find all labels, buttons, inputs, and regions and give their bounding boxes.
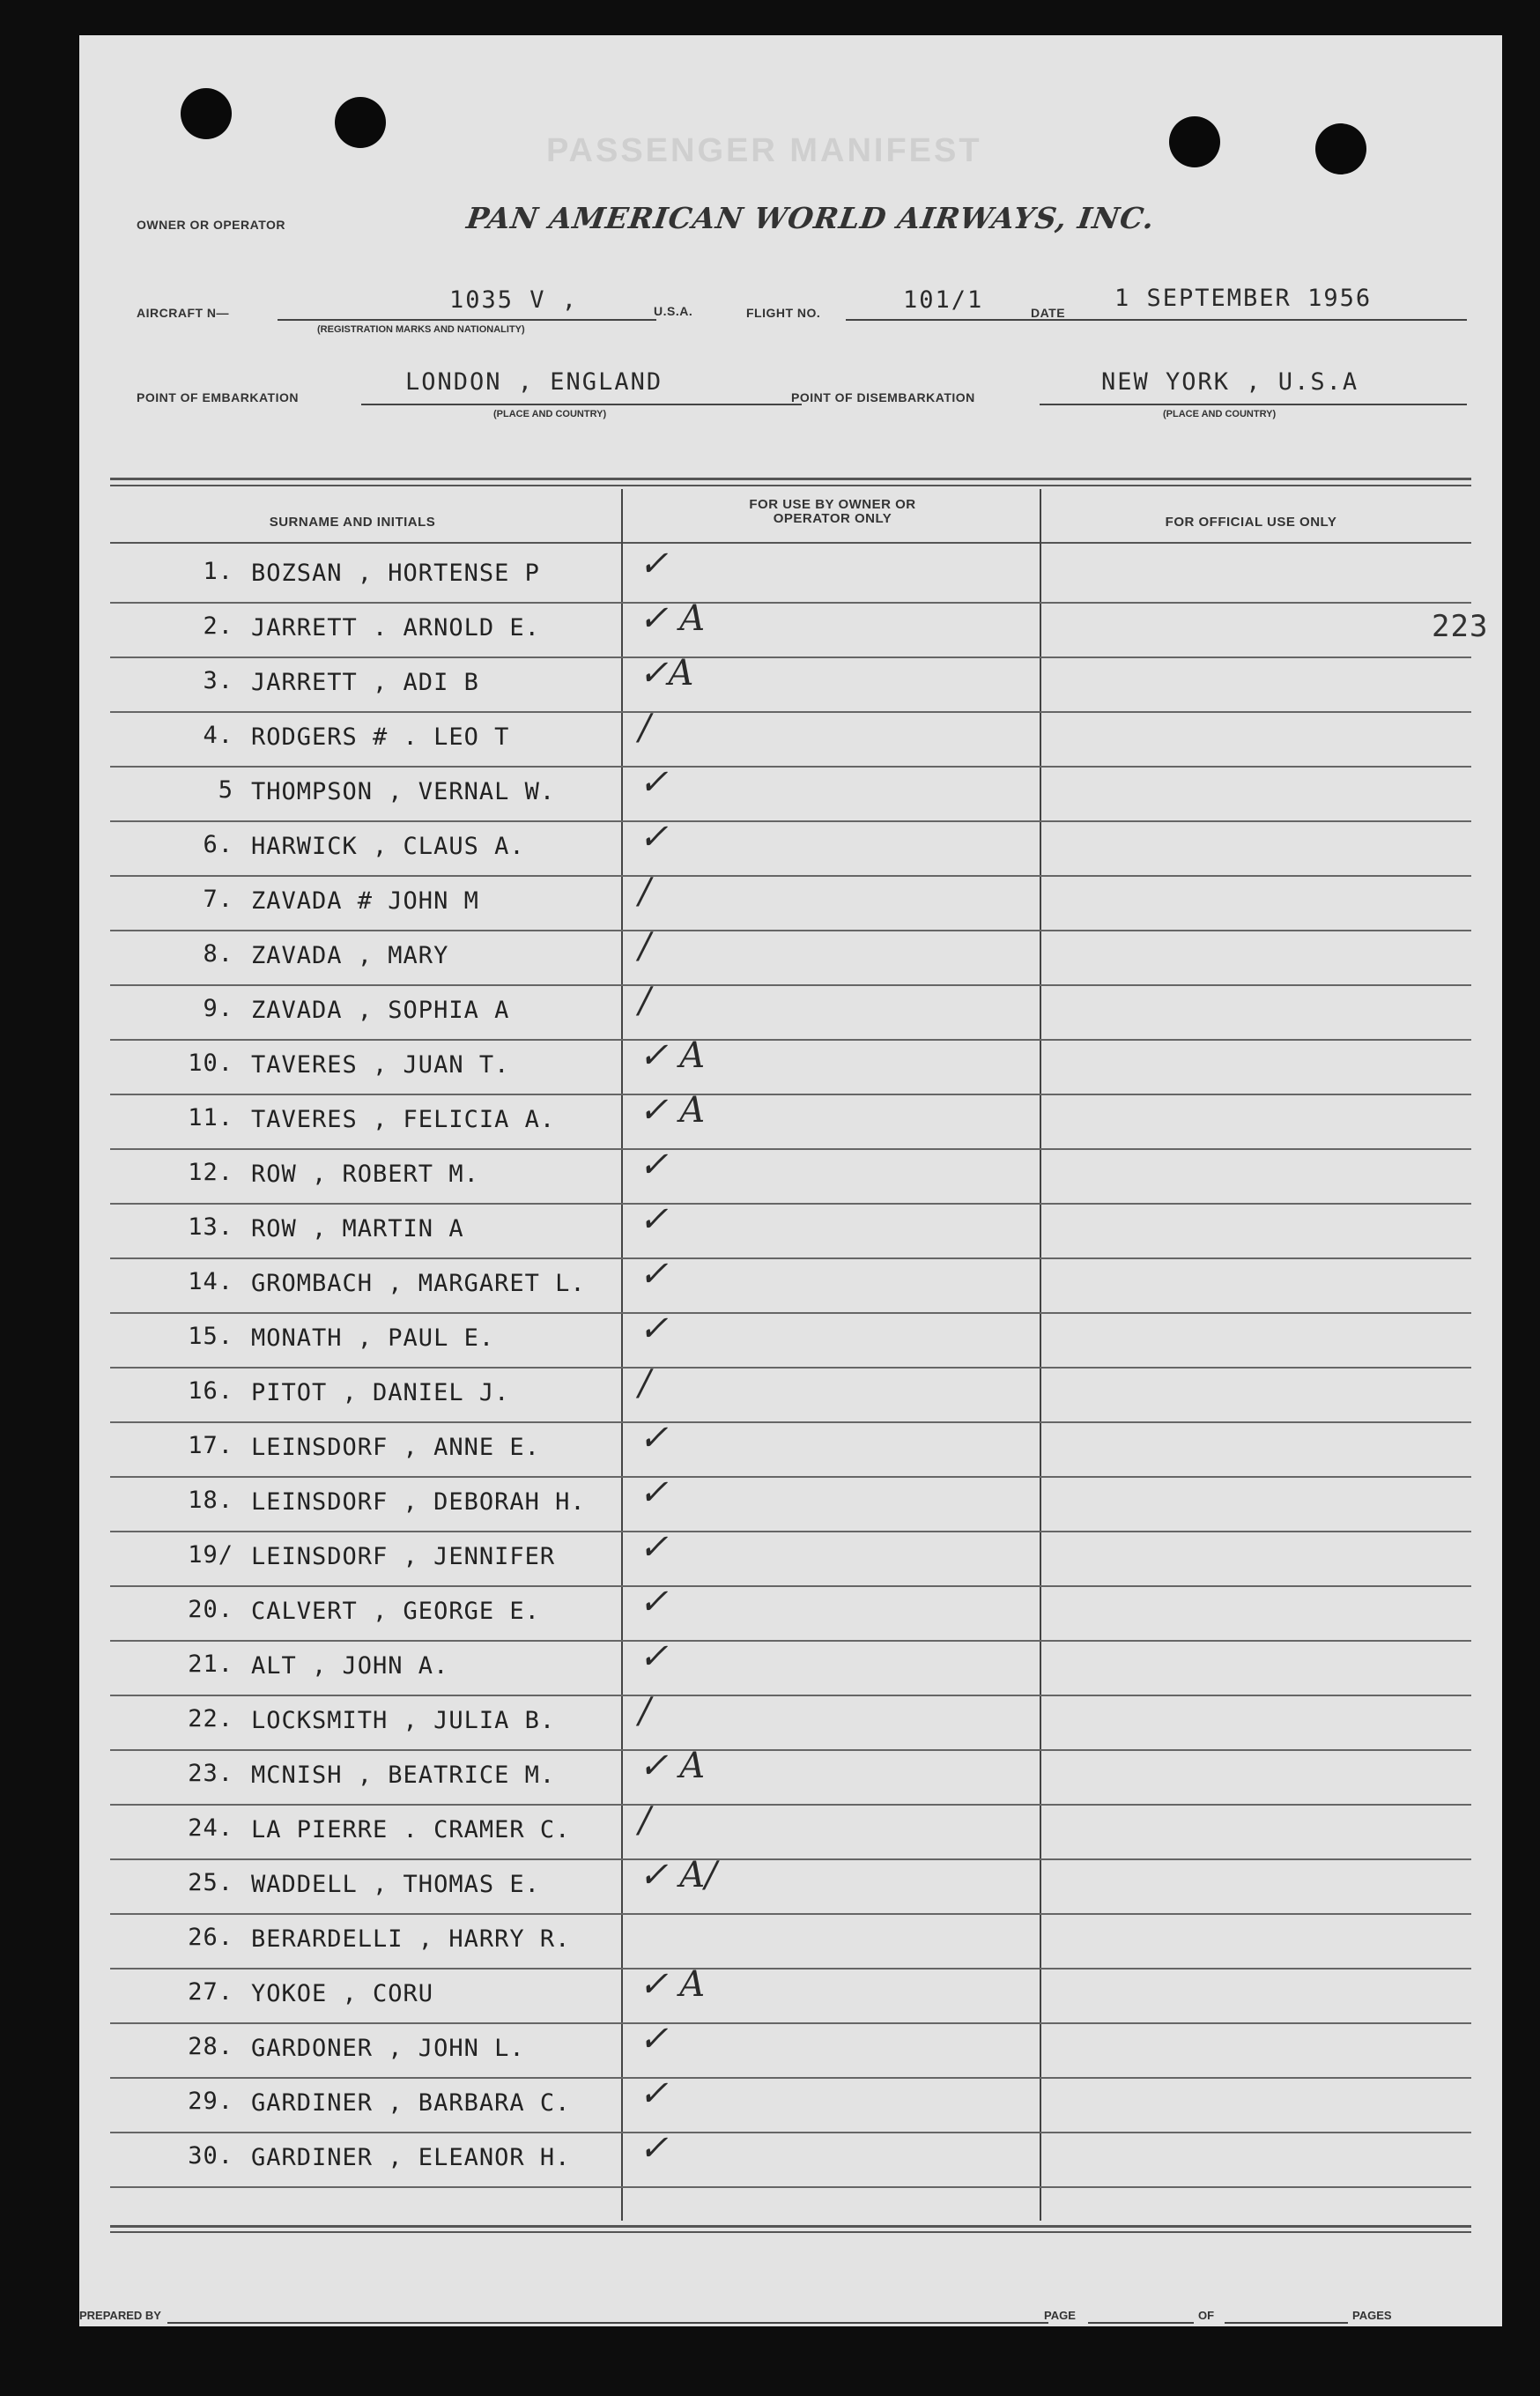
flight-label: FLIGHT NO. — [746, 306, 821, 320]
of-label: OF — [1198, 2309, 1215, 2322]
passenger-name: HARWICK , CLAUS A. — [251, 833, 525, 860]
handwritten-checkmark: ✓ — [639, 2073, 669, 2114]
handwritten-checkmark: ✓ — [639, 1418, 669, 1458]
passenger-row — [110, 1254, 1471, 1314]
passenger-name: GARDINER , BARBARA C. — [251, 2089, 571, 2117]
passenger-row — [110, 926, 1471, 986]
row-divider — [110, 2186, 1471, 2188]
handwritten-checkmark: ✓ — [639, 1527, 669, 1568]
handwritten-checkmark: ✓ A — [639, 598, 706, 639]
passenger-name: LEINSDORF , DEBORAH H. — [251, 1488, 586, 1516]
handwritten-checkmark: ✓ A — [639, 1964, 706, 2005]
row-number: 24. — [188, 1814, 233, 1842]
passenger-name: ROW , MARTIN A — [251, 1215, 464, 1243]
punch-hole — [1315, 123, 1366, 174]
passenger-name: ZAVADA , SOPHIA A — [251, 997, 510, 1024]
passenger-row — [110, 1472, 1471, 1532]
passenger-name: PITOT , DANIEL J. — [251, 1379, 510, 1406]
row-number: 16. — [188, 1377, 233, 1405]
row-number: 27. — [188, 1978, 233, 2006]
embarkation-value: LONDON , ENGLAND — [405, 368, 663, 396]
passenger-name: BERARDELLI , HARRY R. — [251, 1925, 571, 1953]
pages-label: PAGES — [1352, 2309, 1392, 2322]
official-note: 223 — [1432, 609, 1489, 644]
handwritten-checkmark: ✓ A — [639, 1090, 706, 1131]
embarkation-sublabel: (PLACE AND COUNTRY) — [493, 409, 607, 419]
handwritten-checkmark: / — [639, 1800, 651, 1841]
passenger-name: WADDELL , THOMAS E. — [251, 1871, 540, 1898]
handwritten-checkmark: ✓ A — [639, 1035, 706, 1076]
row-number: 25. — [188, 1869, 233, 1896]
passenger-name: CALVERT , GEORGE E. — [251, 1598, 540, 1625]
passenger-row — [110, 1915, 1471, 1969]
carrier-name: PAN AMERICAN WORLD AIRWAYS, INC. — [464, 201, 1158, 235]
row-number: 21. — [188, 1650, 233, 1678]
handwritten-checkmark: ✓ — [639, 2019, 669, 2059]
passenger-name: RODGERS # . LEO T — [251, 723, 510, 751]
handwritten-checkmark: / — [639, 1691, 651, 1732]
row-number: 15. — [188, 1323, 233, 1350]
punch-hole — [181, 88, 232, 139]
passenger-row — [110, 762, 1471, 822]
row-number: 14. — [188, 1268, 233, 1295]
passenger-row — [110, 1582, 1471, 1642]
aircraft-sublabel: (REGISTRATION MARKS AND NATIONALITY) — [317, 324, 525, 335]
column-header-official-use: FOR OFFICIAL USE ONLY — [1165, 515, 1337, 530]
row-number: 28. — [188, 2033, 233, 2060]
passenger-row — [110, 872, 1471, 931]
passenger-name: GARDONER , JOHN L. — [251, 2035, 525, 2062]
passenger-row — [110, 1199, 1471, 1259]
passenger-row — [110, 1691, 1471, 1751]
passenger-row — [110, 1800, 1471, 1860]
row-number: 7. — [203, 886, 233, 913]
passenger-name: GROMBACH , MARGARET L. — [251, 1270, 586, 1297]
passenger-name: THOMPSON , VERNAL W. — [251, 778, 556, 805]
passenger-row — [110, 1964, 1471, 2024]
disembarkation-label: POINT OF DISEMBARKATION — [791, 390, 975, 404]
passenger-row — [110, 1746, 1471, 1806]
passenger-name: LA PIERRE . CRAMER C. — [251, 1816, 571, 1843]
prepared-by-label: PREPARED BY — [79, 2309, 161, 2322]
passenger-name: ZAVADA # JOHN M — [251, 887, 479, 915]
passenger-row — [110, 2019, 1471, 2079]
handwritten-checkmark: / — [639, 926, 651, 967]
passenger-row — [110, 981, 1471, 1041]
handwritten-checkmark: ✓ A/ — [639, 1855, 717, 1895]
handwritten-checkmark: ✓ — [639, 1145, 669, 1185]
passenger-name: ROW , ROBERT M. — [251, 1161, 479, 1188]
passenger-name: JARRETT , ADI B — [251, 669, 479, 696]
passenger-name: GARDINER , ELEANOR H. — [251, 2144, 571, 2171]
row-number: 1. — [203, 558, 233, 585]
passenger-row — [110, 1855, 1471, 1915]
handwritten-checkmark: ✓A — [639, 653, 694, 694]
handwritten-checkmark: / — [639, 981, 651, 1021]
row-number: 23. — [188, 1760, 233, 1787]
row-number: 30. — [188, 2142, 233, 2170]
row-number: 3. — [203, 667, 233, 694]
passenger-name: MCNISH , BEATRICE M. — [251, 1762, 556, 1789]
punch-hole — [335, 97, 386, 148]
manifest-sheet — [79, 35, 1502, 2326]
form-title-faint: PASSENGER MANIFEST — [546, 132, 982, 169]
passenger-name: JARRETT . ARNOLD E. — [251, 614, 540, 642]
disembarkation-sublabel: (PLACE AND COUNTRY) — [1163, 409, 1277, 419]
passenger-name: ZAVADA , MARY — [251, 942, 449, 969]
passenger-name: MONATH , PAUL E. — [251, 1324, 495, 1352]
passenger-name: BOZSAN , HORTENSE P — [251, 560, 540, 587]
row-number: 13. — [188, 1213, 233, 1241]
handwritten-checkmark: ✓ A — [639, 1746, 706, 1786]
row-number: 11. — [188, 1104, 233, 1131]
column-header-owner-use: FOR USE BY OWNER OR OPERATOR ONLY — [749, 497, 916, 526]
passenger-row — [110, 2073, 1471, 2133]
passenger-name: YOKOE , CORU — [251, 1980, 434, 2007]
passenger-row — [110, 2128, 1471, 2188]
passenger-name: LEINSDORF , ANNE E. — [251, 1434, 540, 1461]
passenger-row — [110, 1418, 1471, 1478]
disembarkation-value: NEW YORK , U.S.A — [1101, 368, 1359, 396]
row-number: 8. — [203, 940, 233, 968]
row-number: 22. — [188, 1705, 233, 1732]
row-number: 17. — [188, 1432, 233, 1459]
handwritten-checkmark: ✓ — [639, 544, 669, 584]
passenger-row — [110, 1145, 1471, 1205]
passenger-row — [110, 1035, 1471, 1095]
passenger-row — [110, 1309, 1471, 1369]
handwritten-checkmark: / — [639, 872, 651, 912]
handwritten-checkmark: ✓ — [639, 1254, 669, 1294]
handwritten-checkmark: ✓ — [639, 762, 669, 803]
row-number: 2. — [203, 612, 233, 640]
passenger-row — [110, 708, 1471, 768]
handwritten-checkmark: / — [639, 708, 651, 748]
row-number: 12. — [188, 1159, 233, 1186]
handwritten-checkmark: ✓ — [639, 817, 669, 857]
passenger-name: TAVERES , FELICIA A. — [251, 1106, 556, 1133]
row-number: 4. — [203, 722, 233, 749]
column-header-surname: SURNAME AND INITIALS — [269, 515, 436, 530]
passenger-row — [110, 1527, 1471, 1587]
row-number: 5 — [218, 776, 233, 804]
passenger-row — [110, 1090, 1471, 1150]
passenger-row — [110, 598, 1489, 658]
date-label: DATE — [1031, 306, 1066, 320]
date-value: 1 SEPTEMBER 1956 — [1114, 285, 1373, 312]
passenger-row — [110, 1363, 1471, 1423]
aircraft-value: 1035 V , — [449, 286, 579, 314]
flight-value: 101/1 — [903, 286, 984, 314]
owner-label: OWNER OR OPERATOR — [137, 218, 285, 232]
row-number: 26. — [188, 1924, 233, 1951]
passenger-name: LOCKSMITH , JULIA B. — [251, 1707, 556, 1734]
row-number: 20. — [188, 1596, 233, 1623]
page-label: PAGE — [1044, 2309, 1076, 2322]
passenger-row — [110, 1636, 1471, 1696]
row-number: 29. — [188, 2088, 233, 2115]
handwritten-checkmark: ✓ — [639, 1309, 669, 1349]
embarkation-label: POINT OF EMBARKATION — [137, 390, 299, 404]
row-number: 10. — [188, 1050, 233, 1077]
usa-label: U.S.A. — [654, 304, 693, 318]
passenger-name: LEINSDORF , JENNIFER — [251, 1543, 556, 1570]
passenger-name: ALT , JOHN A. — [251, 1652, 449, 1680]
aircraft-label: AIRCRAFT N— — [137, 306, 230, 320]
handwritten-checkmark: ✓ — [639, 1582, 669, 1622]
punch-hole — [1169, 116, 1220, 167]
passenger-name: TAVERES , JUAN T. — [251, 1051, 510, 1079]
handwritten-checkmark: ✓ — [639, 1636, 669, 1677]
passenger-row — [110, 653, 1471, 713]
handwritten-checkmark: ✓ — [639, 1199, 669, 1240]
handwritten-checkmark: ✓ — [639, 1472, 669, 1513]
handwritten-checkmark: ✓ — [639, 2128, 669, 2169]
row-number: 9. — [203, 995, 233, 1022]
passenger-row — [110, 544, 1471, 604]
passenger-row — [110, 817, 1471, 877]
row-number: 19/ — [188, 1541, 233, 1569]
handwritten-checkmark: / — [639, 1363, 651, 1404]
row-number: 18. — [188, 1487, 233, 1514]
row-number: 6. — [203, 831, 233, 858]
